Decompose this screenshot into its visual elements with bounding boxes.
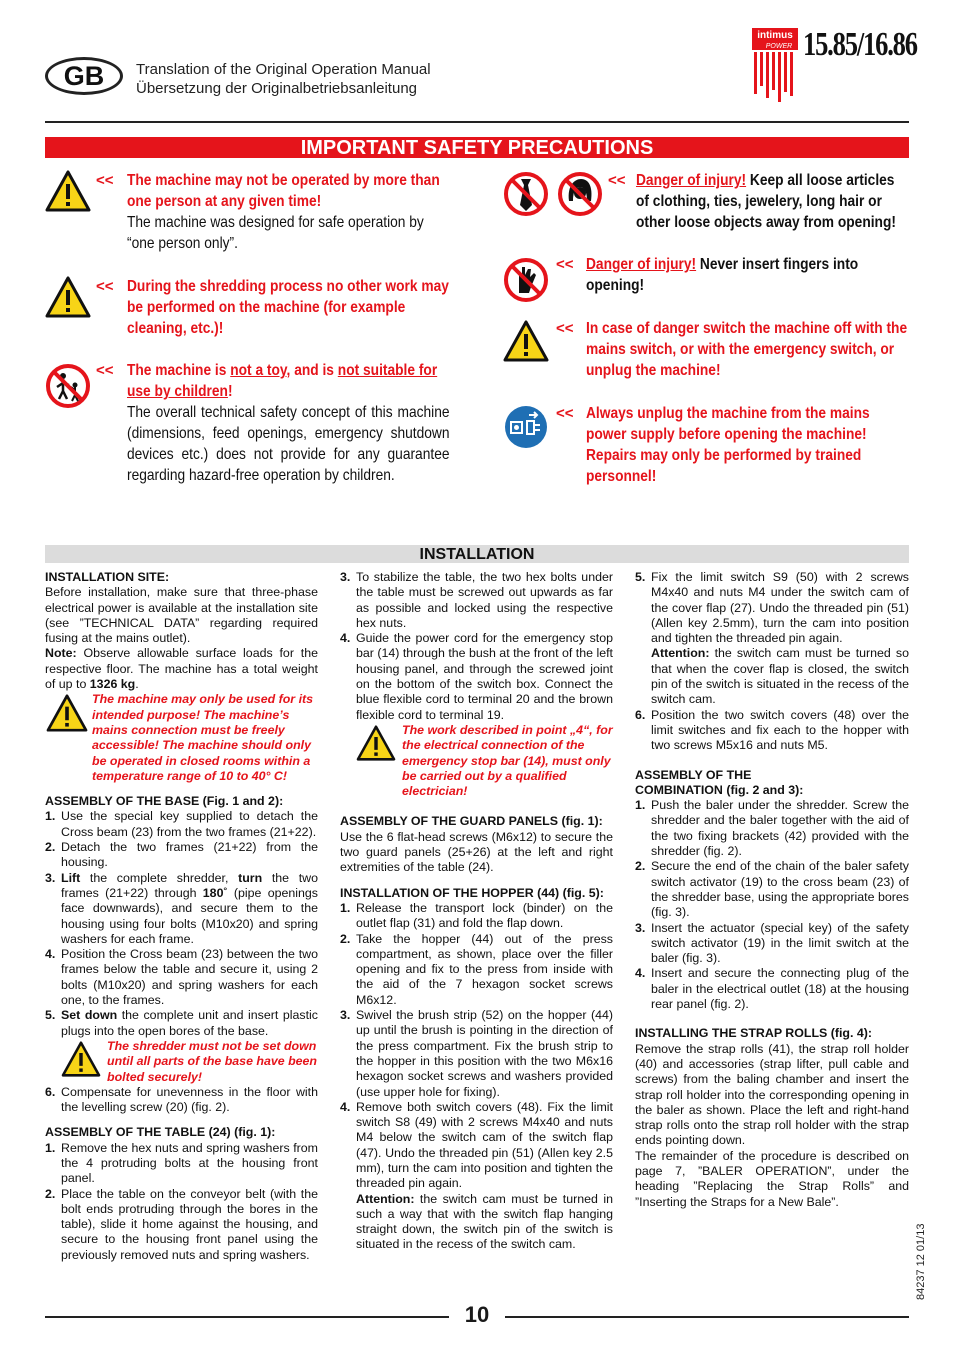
header-rule [45,121,909,123]
base-warning: The shredder must not be set down until all parts of the base have been bolted securely! [45,1039,318,1085]
installation-column-3: 5. Fix the limit switch S9 (50) with 2 screws M4x40 and nuts M4 under the switch cam of the cover flap (27). Undo the threaded pin (51) (Allen key 2.5mm), turn the cam into position and tighten the threaded pin again. Attention: the switch cam must be turned so that when the cover flap is closed, the switch pin of the switch is situated in the recess of the switch cam. 6. Position the two switch covers (48) over the limit switches and fix each to the hopper with two screws M5x16 and nuts M5. ASSEMBLY OF THE COMBINATION (fig. 2 and 3): 1. Push the baler under the shredder. Screw the shredder and the baler together with the aid of the two fixing brackets (42) provided with the shredder (fig. 2). 2. Secure the end of the chain of the baler safety switch activator (19) to the cross beam (23) of the shredder base, using the appropriate bores (fig. 3). 3. Insert the actuator (special key) of the safety switch activator (19) in the limit switch at the baler (fig. 3). 4. Insert and secure the connecting plug of the baler in the electrical outlet (18) at the housing rear panel (fig. 2). INSTALLING THE STRAP ROLLS (fig. 4): Remove the strap rolls (41), the strap roll holder (40) and accessories (strap lifter, pull cable and screws) from the baling chamber and insert the strap roll holder into the corresponding opening in the baler as shown. Place the left and right-hand strap rolls onto the strap roll holder with the strap ends pointing down. The remainder of the procedure is described on page 7, ”BALER OPERATION”, under the heading ”Replacing the Strap Rolls” and ”Inserting the Straps for a New Bale”. [635,570,909,1209]
safety-item-no-other-work: During the shredding process no other work may be performed on the machine (for example cleaning, etc.)! [127,278,449,337]
safety-item-one-person [127,170,502,254]
chevron-marker: << [96,278,114,295]
header-line-1: Translation of the Original Operation Manual [136,61,431,78]
chevron-marker: << [96,362,114,379]
chevron-marker: << [608,172,626,189]
no-ties-icon [503,171,549,217]
header-line-2: Übersetzung der Originalbetriebsanleitung [136,80,418,97]
safety-item-not-a-toy: The machine is not a toy, and is not suitable for use by children! The overall technical safety concept of this machine (dimensions, feed openings, emergency shutdown devices etc.) does not provide for any guarantee regarding hazard-free operation by children. [127,362,450,484]
installation-column-1: INSTALLATION SITE: Before installation, make sure that three-phase electrical power is available at the installation site (see ”TECHNICAL DATA” regarding required fusing at the mains outlet). Note: Observe allowable surface loads for the respective floor. The machine has a total weight of up to 1326 kg. The machine may only be used for its intended purpose! The machine’s mains connection must be freely accessible! The machine should only be operated in closed rooms within a temperature range of 10 to 40° C! ASSEMBLY OF THE BASE (Fig. 1 and 2): 1. Use the special key supplied to detach the Cross beam (23) from the two frames (21+22). 2. Detach the two frames (21+22) from the housing. 3. Lift the complete shredder, turn the two frames (21+22) through 180˚ (pipe openings face downwards), and secure them to the housing using four bolts (M10x20) and spring washers for each frame. 4. Position the Cross beam (23) between the two frames below the table and secure it, using 2 bolts (M10x20) and spring washers for each one, to the frames. 5. Set down the complete unit and insert plastic plugs into the open bores of the base. The shredder must not be set down until all parts of the base have been bolted securely! 6. Compensate for unevenness in the floor with the levelling screw (20) (fig. 2). ASSEMBLY OF THE TABLE (24) (fig. 1): 1. Remove the hex nuts and spring washers from the 4 protruding bolts at the housing front panel. 2. Place the table on the conveyor belt (with the bolt ends protruding through the bores in the table), slide it home against the housing, and secure to the housing front panel using the previously removed nuts and spring washers. [45,570,318,1262]
logo-sub-text: POWER [765,43,793,50]
footer-rule-left [45,1316,449,1318]
no-children-icon [45,363,91,409]
language-badge: GB [45,57,123,95]
warning-triangle-icon [61,1041,101,1077]
chevron-marker: << [96,172,114,189]
no-fingers-icon [503,257,549,303]
chevron-marker: << [556,320,574,337]
chevron-marker: << [556,256,574,273]
warning-triangle-icon [45,276,91,318]
document-code: 84237 12 01/13 [915,1223,927,1300]
intimus-logo [752,28,798,106]
safety-warning-text: The machine may not be operated by more than one person at any given time! [127,172,440,210]
safety-item-unplug: Always unplug the machine from the mains power supply before opening the machine! Repairs may only be performed by trained personnel! [586,405,870,485]
electrician-warning: The work described in point „4“, for the electrical connection of the emergency stop bar (14), must only be carried out by a qualified electrician! [340,723,613,799]
logo-brand-text: intimus [757,30,793,41]
warning-triangle-icon [503,320,549,362]
safety-item-fingers: Danger of injury! Never insert fingers into opening! [586,256,859,294]
footer-rule-right [505,1316,909,1318]
safety-item-loose-articles: Danger of injury! Keep all loose articles of clothing, ties, jewelery, long hair or other loose objects away from opening! [636,172,896,231]
installation-title: INSTALLATION [45,545,909,563]
safety-info-text: The machine was designed for safe operation by “one person only”. [127,214,424,252]
page-number: 10 [464,1302,490,1327]
warning-triangle-icon [356,725,396,761]
unplug-mandatory-icon [503,404,549,450]
warning-triangle-icon [45,694,89,732]
chevron-marker: << [556,405,574,422]
safety-item-switch-off: In case of danger switch the machine off with the mains switch, or with the emergency switch, or unplug the machine! [586,320,908,379]
warning-triangle-icon [45,170,91,212]
installation-column-2: 3. To stabilize the table, the two hex bolts under the table must be screwed out upwards as far as possible and locked using the respective hex nuts. 4. Guide the power cord for the emergency stop bar (14) through the bush at the front of the left housing panel, and through the screwed joint on the bottom of the switch box. Connect the blue flexible cord to terminal 20 and the brown flexible cord to terminal 19. The work described in point „4“, for the electrical connection of the emergency stop bar (14), must only be carried out by a qualified electrician! ASSEMBLY OF THE GUARD PANELS (fig. 1): Use the 6 flat-head screws (M6x12) to secure the two guard panels (25+26) at the left and right extremities of the table (24). INSTALLATION OF THE HOPPER (44) (fig. 5): 1. Release the transport lock (binder) on the outlet flap (31) and fold the flap down. 2. Take the hopper (44) out of the press compartment, as shown, place over the filler opening and fix to the press from inside with the aid of the 7 hexagon socket screws M6x12. 3. Swivel the brush strip (52) on the hopper (44) up until the brush is pointing in the direction of the press compartment. Fix the brush strip to the hopper in this position with the two M6x16 hexagon socket screws and washers provided (use upper hole for fixing). 4. Remove both switch covers (48). Fix the limit switch S8 (49) with 2 screws M4x40 and nuts M4 below the switch cam of the switch flap (47). Undo the threaded pin (51) (Allen key 2.5 mm), turn the cam into position and tighten the threaded pin again. Attention: the switch cam must be turned in such a way that with the switch flap hanging straight down, the switch pin of the switch is situated in the recess of the switch cam. [340,570,613,1252]
safety-title: IMPORTANT SAFETY PRECAUTIONS [45,137,909,158]
installation-warning: The machine may only be used for its intended purpose! The machine’s mains connection must be freely accessible! The machine should only be operated in closed rooms within a temperature range of 10 to 40° C! [45,692,318,784]
header-subtitle [136,60,431,98]
model-number: 15.85/16.86 [803,26,917,63]
no-long-hair-icon [557,171,603,217]
